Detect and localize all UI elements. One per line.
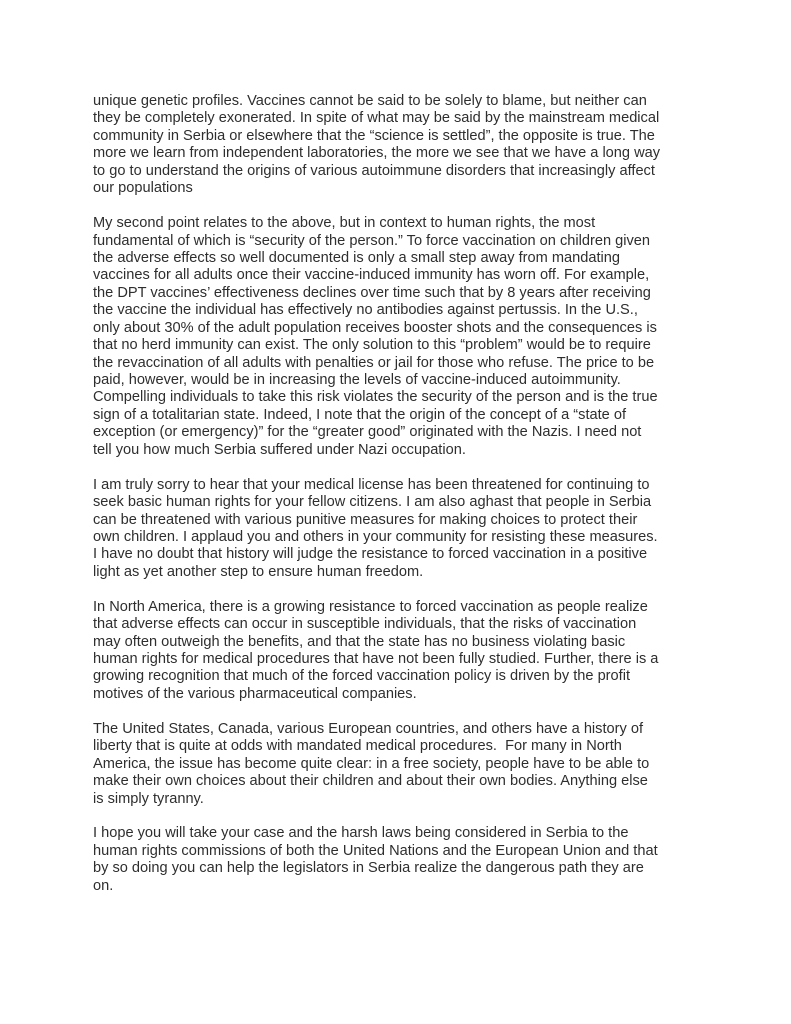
text-line: America, the issue has become quite clear: in a free society, people have to be able to (93, 755, 650, 772)
text-line: the revaccination of all adults with penalties or jail for those who refuse. The price to be (93, 354, 655, 371)
text-line: more we learn from independent laboratories, the more we see that we have a long way (93, 145, 661, 162)
text-line: motives of the various pharmaceutical companies. (93, 685, 417, 702)
text-line: light as yet another step to ensure human freedom. (93, 563, 424, 580)
text-line: human rights for medical procedures that have not been fully studied. Further, there is a (93, 651, 659, 667)
text-line: growing recognition that much of the forced vaccination policy is driven by the profit (93, 668, 631, 685)
document-page (93, 93, 713, 913)
paragraph-north-america (93, 599, 713, 704)
text-line: Compelling individuals to take this risk violates the security of the person and is the true (93, 389, 658, 406)
text-line: I am truly sorry to hear that your medical license has been threatened for continuing to (93, 476, 650, 493)
text-line: is simply tyranny. (93, 790, 204, 807)
text-line: fundamental of which is “security of the person.” To force vaccination on children given (93, 232, 651, 249)
paragraph-medical-license (93, 477, 713, 582)
text-line: vaccines for all adults once their vaccine-induced immunity has worn off. For example, (93, 267, 650, 284)
text-line: own children. I applaud you and others in your community for resisting these measures. (93, 528, 658, 545)
text-line: by so doing you can help the legislators in Serbia realize the dangerous path they are (93, 860, 644, 877)
text-line: can be threatened with various punitive measures for making choices to protect their (93, 511, 638, 528)
paragraph-genetic-profiles (93, 93, 713, 198)
text-line: that adverse effects can occur in susceptible individuals, that the risks of vaccination (93, 616, 637, 633)
paragraph-liberty-history (93, 721, 713, 808)
text-line: exception (or emergency)” for the “greater good” originated with the Nazis. I need not (93, 424, 642, 441)
text-line: I hope you will take your case and the harsh laws being considered in Serbia to the (93, 825, 629, 842)
text-line: on. (93, 877, 114, 894)
text-line: sign of a totalitarian state. Indeed, I note that the origin of the concept of a “state of (93, 406, 627, 423)
text-line: My second point relates to the above, but in context to human rights, the most (93, 215, 596, 232)
text-line: only about 30% of the adult population receives booster shots and the consequences is (93, 319, 657, 336)
text-line: liberty that is quite at odds with mandated medical procedures. For many in North (93, 738, 622, 755)
text-line: our populations (93, 180, 193, 197)
text-line: The United States, Canada, various European countries, and others have a history of (93, 720, 644, 737)
text-line: unique genetic profiles. Vaccines cannot be said to be solely to blame, but neither can (93, 93, 647, 109)
text-line: paid, however, would be in increasing the levels of vaccine-induced autoimmunity. (93, 372, 621, 388)
paragraph-human-rights (93, 215, 713, 459)
text-line: tell you how much Serbia suffered under Nazi occupation. (93, 441, 466, 458)
text-line: to go to understand the origins of various autoimmune disorders that increasingly affect (93, 162, 655, 179)
text-line: In North America, there is a growing resistance to forced vaccination as people realize (93, 598, 648, 615)
text-line: seek basic human rights for your fellow citizens. I am also aghast that people in Serbia (93, 494, 652, 511)
text-line: community in Serbia or elsewhere that the “science is settled”, the opposite is true. The (93, 127, 655, 144)
text-line: human rights commissions of both the United Nations and the European Union and that (93, 842, 658, 859)
text-line: the vaccine the individual has effectively no antibodies against pertussis. In the U.S., (93, 302, 638, 319)
text-line: the DPT vaccines’ effectiveness declines over time such that by 8 years after receiving (93, 284, 651, 301)
text-line: I have no doubt that history will judge the resistance to forced vaccination in a positive (93, 546, 648, 563)
paragraph-closing-hope (93, 825, 713, 895)
text-line: that no herd immunity can exist. The only solution to this “problem” would be to require (93, 337, 651, 354)
text-line: they be completely exonerated. In spite of what may be said by the mainstream medical (93, 110, 660, 127)
text-line: may often outweigh the benefits, and that the state has no business violating basic (93, 633, 626, 650)
text-line: make their own choices about their children and about their own bodies. Anything else (93, 773, 648, 790)
text-line: the adverse effects so well documented is only a small step away from mandating (93, 249, 620, 266)
